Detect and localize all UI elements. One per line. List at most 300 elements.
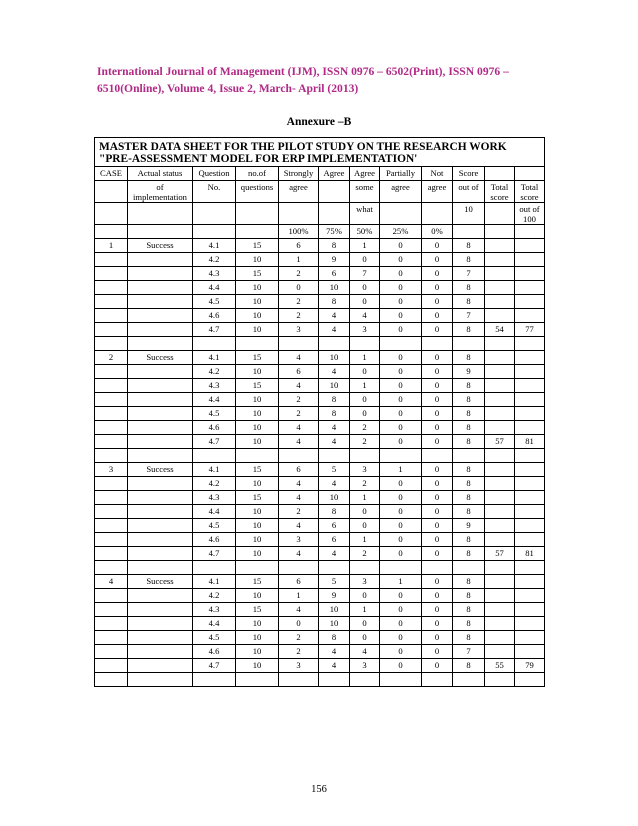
value-cell: 0 — [350, 505, 380, 519]
case-cell — [95, 267, 128, 281]
table-row — [95, 365, 545, 379]
value-cell: 0 — [422, 463, 453, 477]
empty-cell — [453, 561, 485, 575]
value-cell: 10 — [236, 309, 279, 323]
value-cell: 8 — [453, 351, 485, 365]
case-cell — [95, 631, 128, 645]
header-cell: CASE — [95, 167, 128, 181]
status-cell — [128, 505, 193, 519]
value-cell: 15 — [236, 603, 279, 617]
value-cell: 8 — [453, 491, 485, 505]
value-cell: 0 — [350, 393, 380, 407]
value-cell: 0 — [380, 379, 422, 393]
value-cell: 10 — [319, 603, 350, 617]
header-cell: Not — [422, 167, 453, 181]
value-cell: 4.3 — [193, 603, 236, 617]
case-cell — [95, 491, 128, 505]
table-row — [95, 351, 545, 365]
total-score-cell — [485, 575, 515, 589]
value-cell: 3 — [350, 323, 380, 337]
header-cell — [485, 167, 515, 181]
value-cell: 4.3 — [193, 267, 236, 281]
value-cell: 5 — [319, 575, 350, 589]
value-cell: 4.2 — [193, 253, 236, 267]
value-cell: 0 — [380, 659, 422, 673]
value-cell: 8 — [453, 435, 485, 449]
value-cell: 10 — [236, 589, 279, 603]
total-score-cell — [485, 533, 515, 547]
header-cell: 100% — [279, 225, 319, 239]
header-cell: No. — [193, 181, 236, 203]
header-cell: some — [350, 181, 380, 203]
header-row — [95, 167, 545, 181]
value-cell: 4.7 — [193, 435, 236, 449]
empty-cell — [453, 673, 485, 687]
total-score-cell — [485, 477, 515, 491]
value-cell: 2 — [279, 505, 319, 519]
status-cell — [128, 491, 193, 505]
value-cell: 0 — [380, 617, 422, 631]
value-cell: 0 — [380, 421, 422, 435]
page-number: 156 — [311, 784, 327, 795]
header-cell: Partially — [380, 167, 422, 181]
total-score-100-cell — [515, 533, 545, 547]
value-cell: 4.7 — [193, 659, 236, 673]
case-cell — [95, 435, 128, 449]
header-cell: Agree — [350, 167, 380, 181]
value-cell: 4.5 — [193, 295, 236, 309]
value-cell: 0 — [422, 365, 453, 379]
total-score-100-cell: 81 — [515, 547, 545, 561]
value-cell: 4.2 — [193, 365, 236, 379]
value-cell: 0 — [422, 575, 453, 589]
case-cell — [95, 505, 128, 519]
total-score-100-cell — [515, 393, 545, 407]
value-cell: 0 — [422, 239, 453, 253]
value-cell: 8 — [319, 631, 350, 645]
empty-cell — [279, 561, 319, 575]
master-data-table — [94, 137, 545, 687]
value-cell: 7 — [453, 645, 485, 659]
value-cell: 0 — [380, 309, 422, 323]
value-cell: 2 — [279, 631, 319, 645]
case-cell — [95, 645, 128, 659]
total-score-100-cell — [515, 505, 545, 519]
value-cell: 0 — [422, 505, 453, 519]
header-cell: Score — [453, 167, 485, 181]
value-cell: 4.1 — [193, 351, 236, 365]
empty-cell — [515, 449, 545, 463]
value-cell: 3 — [279, 659, 319, 673]
empty-cell — [128, 449, 193, 463]
header-cell: Strongly — [279, 167, 319, 181]
case-cell — [95, 393, 128, 407]
total-score-100-cell — [515, 239, 545, 253]
table-row — [95, 617, 545, 631]
table-title-row — [95, 138, 545, 167]
total-score-100-cell — [515, 253, 545, 267]
value-cell: 8 — [453, 617, 485, 631]
case-cell — [95, 659, 128, 673]
header-cell: Agree — [319, 167, 350, 181]
total-score-cell: 57 — [485, 547, 515, 561]
value-cell: 0 — [380, 295, 422, 309]
value-cell: 10 — [236, 253, 279, 267]
value-cell: 8 — [453, 407, 485, 421]
empty-cell — [95, 337, 128, 351]
value-cell: 5 — [319, 463, 350, 477]
total-score-100-cell — [515, 477, 545, 491]
value-cell: 10 — [319, 491, 350, 505]
empty-cell — [350, 337, 380, 351]
header-cell: out of 100 — [515, 203, 545, 225]
value-cell: 8 — [319, 505, 350, 519]
empty-cell — [236, 337, 279, 351]
value-cell: 0 — [279, 281, 319, 295]
value-cell: 2 — [279, 295, 319, 309]
table-row — [95, 519, 545, 533]
empty-cell — [485, 673, 515, 687]
empty-cell — [422, 673, 453, 687]
table-row — [95, 645, 545, 659]
value-cell: 15 — [236, 575, 279, 589]
empty-cell — [193, 673, 236, 687]
value-cell: 4.2 — [193, 589, 236, 603]
table-row — [95, 323, 545, 337]
spacer-row — [95, 449, 545, 463]
total-score-cell — [485, 267, 515, 281]
empty-cell — [128, 673, 193, 687]
value-cell: 0 — [380, 351, 422, 365]
total-score-100-cell — [515, 309, 545, 323]
value-cell: 0 — [422, 267, 453, 281]
empty-cell — [279, 449, 319, 463]
value-cell: 10 — [236, 281, 279, 295]
empty-cell — [279, 673, 319, 687]
header-cell: 25% — [380, 225, 422, 239]
header-cell — [95, 225, 128, 239]
value-cell: 0 — [380, 281, 422, 295]
value-cell: 4.6 — [193, 421, 236, 435]
total-score-100-cell — [515, 575, 545, 589]
value-cell: 8 — [453, 575, 485, 589]
value-cell: 6 — [319, 519, 350, 533]
total-score-100-cell — [515, 589, 545, 603]
total-score-cell — [485, 309, 515, 323]
value-cell: 7 — [453, 309, 485, 323]
value-cell: 4 — [279, 351, 319, 365]
value-cell: 4.1 — [193, 239, 236, 253]
header-cell — [422, 203, 453, 225]
table-row — [95, 407, 545, 421]
status-cell — [128, 645, 193, 659]
empty-cell — [422, 561, 453, 575]
total-score-cell: 54 — [485, 323, 515, 337]
header-cell — [319, 181, 350, 203]
value-cell: 0 — [422, 491, 453, 505]
value-cell: 2 — [279, 309, 319, 323]
total-score-100-cell — [515, 421, 545, 435]
value-cell: 1 — [350, 533, 380, 547]
value-cell: 0 — [380, 631, 422, 645]
value-cell: 0 — [380, 407, 422, 421]
value-cell: 0 — [380, 267, 422, 281]
table-row — [95, 659, 545, 673]
value-cell: 10 — [236, 365, 279, 379]
value-cell: 0 — [380, 589, 422, 603]
value-cell: 4.6 — [193, 533, 236, 547]
value-cell: 2 — [350, 477, 380, 491]
table-row — [95, 239, 545, 253]
header-cell — [515, 167, 545, 181]
value-cell: 8 — [319, 393, 350, 407]
status-cell — [128, 533, 193, 547]
table-row — [95, 603, 545, 617]
table-row — [95, 379, 545, 393]
value-cell: 3 — [350, 575, 380, 589]
case-cell — [95, 365, 128, 379]
value-cell: 0 — [380, 435, 422, 449]
total-score-100-cell — [515, 645, 545, 659]
value-cell: 2 — [279, 393, 319, 407]
value-cell: 0 — [422, 393, 453, 407]
empty-cell — [380, 561, 422, 575]
empty-cell — [95, 561, 128, 575]
case-cell: 1 — [95, 239, 128, 253]
value-cell: 0 — [422, 309, 453, 323]
value-cell: 3 — [279, 323, 319, 337]
spacer-row — [95, 673, 545, 687]
value-cell: 6 — [279, 365, 319, 379]
status-cell: Success — [128, 463, 193, 477]
value-cell: 1 — [279, 253, 319, 267]
value-cell: 8 — [453, 239, 485, 253]
status-cell: Success — [128, 575, 193, 589]
value-cell: 10 — [236, 477, 279, 491]
total-score-100-cell — [515, 267, 545, 281]
empty-cell — [128, 561, 193, 575]
empty-cell — [319, 673, 350, 687]
value-cell: 1 — [350, 491, 380, 505]
value-cell: 0 — [279, 617, 319, 631]
value-cell: 4.7 — [193, 547, 236, 561]
value-cell: 6 — [279, 575, 319, 589]
value-cell: 10 — [236, 617, 279, 631]
table-row — [95, 435, 545, 449]
value-cell: 4 — [319, 547, 350, 561]
value-cell: 10 — [319, 379, 350, 393]
value-cell: 4.5 — [193, 631, 236, 645]
case-cell: 4 — [95, 575, 128, 589]
value-cell: 0 — [380, 645, 422, 659]
header-cell: Total score — [485, 181, 515, 203]
empty-cell — [319, 449, 350, 463]
value-cell: 8 — [453, 421, 485, 435]
empty-cell — [380, 337, 422, 351]
status-cell — [128, 253, 193, 267]
empty-cell — [485, 449, 515, 463]
journal-header: International Journal of Management (IJM), ISSN 0976 – 6502(Print), ISSN 0976 – 6510(Online), Volume 4, Issue 2, March- April (2013) — [97, 65, 509, 95]
value-cell: 0 — [422, 645, 453, 659]
value-cell: 4 — [350, 309, 380, 323]
header-cell — [515, 225, 545, 239]
value-cell: 6 — [319, 267, 350, 281]
header-cell — [128, 225, 193, 239]
status-cell — [128, 603, 193, 617]
header-cell — [128, 203, 193, 225]
case-cell: 3 — [95, 463, 128, 477]
status-cell — [128, 519, 193, 533]
value-cell: 0 — [350, 365, 380, 379]
total-score-cell — [485, 281, 515, 295]
header-cell — [193, 203, 236, 225]
value-cell: 8 — [453, 533, 485, 547]
status-cell — [128, 547, 193, 561]
value-cell: 1 — [380, 575, 422, 589]
total-score-cell — [485, 421, 515, 435]
value-cell: 4 — [279, 603, 319, 617]
header-cell — [236, 225, 279, 239]
case-cell — [95, 477, 128, 491]
value-cell: 4 — [279, 547, 319, 561]
value-cell: 8 — [453, 589, 485, 603]
value-cell: 4.1 — [193, 575, 236, 589]
empty-cell — [515, 337, 545, 351]
value-cell: 0 — [380, 477, 422, 491]
status-cell — [128, 659, 193, 673]
value-cell: 0 — [380, 519, 422, 533]
value-cell: 8 — [453, 295, 485, 309]
header-cell: agree — [279, 181, 319, 203]
total-score-cell: 55 — [485, 659, 515, 673]
total-score-cell — [485, 351, 515, 365]
value-cell: 4.4 — [193, 617, 236, 631]
case-cell — [95, 617, 128, 631]
value-cell: 0 — [422, 603, 453, 617]
spacer-row — [95, 561, 545, 575]
total-score-cell — [485, 631, 515, 645]
value-cell: 10 — [236, 519, 279, 533]
value-cell: 0 — [380, 323, 422, 337]
value-cell: 0 — [422, 589, 453, 603]
total-score-100-cell — [515, 295, 545, 309]
total-score-cell: 57 — [485, 435, 515, 449]
header-cell: agree — [422, 181, 453, 203]
value-cell: 9 — [453, 365, 485, 379]
value-cell: 4 — [319, 645, 350, 659]
empty-cell — [193, 337, 236, 351]
table-title-line2: "PRE-ASSESSMENT MODEL FOR ERP IMPLEMENTATION' — [99, 153, 418, 165]
value-cell: 10 — [236, 323, 279, 337]
value-cell: 10 — [319, 281, 350, 295]
status-cell — [128, 267, 193, 281]
value-cell: 0 — [380, 547, 422, 561]
empty-cell — [485, 337, 515, 351]
value-cell: 0 — [422, 351, 453, 365]
value-cell: 4 — [319, 659, 350, 673]
header-row — [95, 203, 545, 225]
value-cell: 0 — [380, 505, 422, 519]
value-cell: 10 — [236, 659, 279, 673]
value-cell: 4.6 — [193, 645, 236, 659]
value-cell: 8 — [453, 323, 485, 337]
total-score-cell — [485, 645, 515, 659]
value-cell: 10 — [236, 393, 279, 407]
value-cell: 9 — [319, 253, 350, 267]
value-cell: 3 — [279, 533, 319, 547]
value-cell: 7 — [350, 267, 380, 281]
value-cell: 10 — [236, 533, 279, 547]
value-cell: 8 — [453, 281, 485, 295]
value-cell: 2 — [279, 407, 319, 421]
case-cell: 2 — [95, 351, 128, 365]
value-cell: 8 — [319, 407, 350, 421]
value-cell: 0 — [422, 477, 453, 491]
header-cell: 0% — [422, 225, 453, 239]
header-cell: Actual status — [128, 167, 193, 181]
value-cell: 1 — [350, 603, 380, 617]
header-cell — [319, 203, 350, 225]
table-row — [95, 421, 545, 435]
status-cell — [128, 281, 193, 295]
value-cell: 2 — [279, 267, 319, 281]
total-score-100-cell — [515, 491, 545, 505]
total-score-100-cell: 81 — [515, 435, 545, 449]
value-cell: 15 — [236, 267, 279, 281]
value-cell: 4.6 — [193, 309, 236, 323]
empty-cell — [95, 449, 128, 463]
table-row — [95, 575, 545, 589]
status-cell — [128, 631, 193, 645]
total-score-cell — [485, 365, 515, 379]
total-score-100-cell — [515, 379, 545, 393]
value-cell: 15 — [236, 379, 279, 393]
value-cell: 10 — [236, 631, 279, 645]
value-cell: 0 — [350, 631, 380, 645]
value-cell: 3 — [350, 463, 380, 477]
value-cell: 10 — [236, 435, 279, 449]
value-cell: 15 — [236, 351, 279, 365]
table-body — [95, 138, 545, 687]
total-score-cell — [485, 519, 515, 533]
status-cell: Success — [128, 351, 193, 365]
empty-cell — [128, 337, 193, 351]
table-row — [95, 253, 545, 267]
total-score-cell — [485, 491, 515, 505]
header-cell — [453, 225, 485, 239]
value-cell: 8 — [453, 631, 485, 645]
total-score-cell — [485, 505, 515, 519]
total-score-cell — [485, 295, 515, 309]
value-cell: 0 — [422, 281, 453, 295]
value-cell: 8 — [453, 659, 485, 673]
value-cell: 0 — [350, 407, 380, 421]
value-cell: 15 — [236, 463, 279, 477]
header-cell: Total score — [515, 181, 545, 203]
table-row — [95, 491, 545, 505]
status-cell — [128, 421, 193, 435]
empty-cell — [515, 673, 545, 687]
value-cell: 0 — [422, 435, 453, 449]
value-cell: 4.5 — [193, 407, 236, 421]
header-cell — [236, 203, 279, 225]
total-score-100-cell: 77 — [515, 323, 545, 337]
value-cell: 0 — [422, 323, 453, 337]
case-cell — [95, 589, 128, 603]
total-score-100-cell — [515, 407, 545, 421]
empty-cell — [95, 673, 128, 687]
case-cell — [95, 407, 128, 421]
